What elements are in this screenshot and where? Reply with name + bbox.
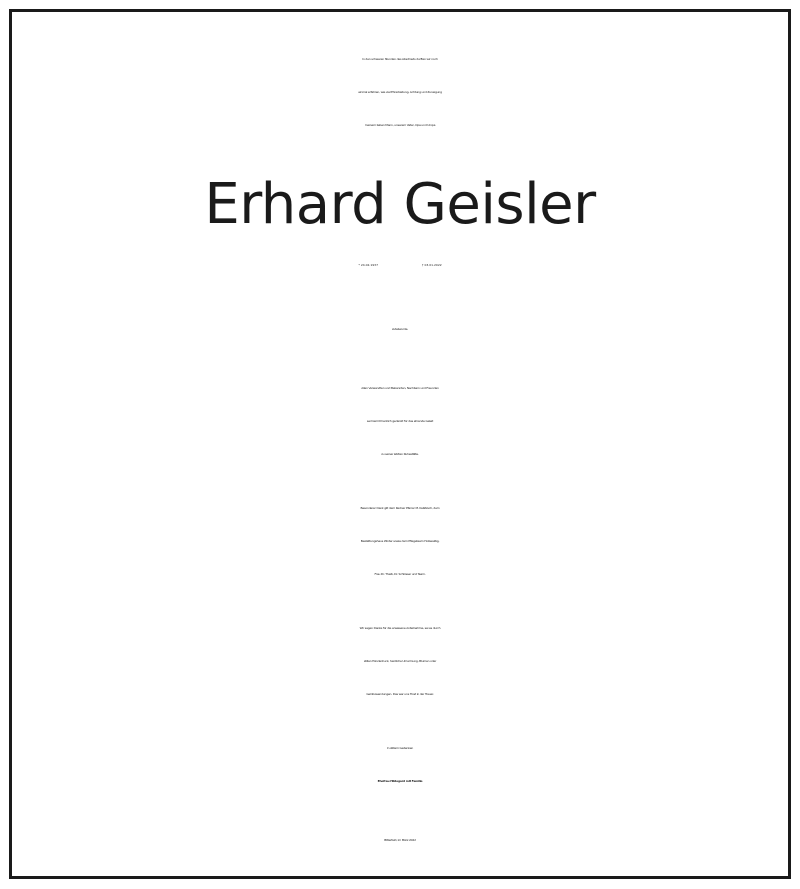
closing-phrase: In stillem Gedenken: [386, 746, 414, 750]
intro-paragraph: [0, 43, 800, 142]
place-date-line: Bitterfeld, im März 2022: [384, 838, 416, 842]
received-text: [0, 313, 800, 346]
intro-line-2: einmal erfahren, wie viel Ehrerbietung, Achtung und Zuneigung: [358, 90, 442, 94]
thanks-special-line-1: Besonderer Dank gilt dem Redner Pfarrer M. Kabitzsch, dem: [360, 506, 440, 510]
signature: Ehefrau Hildegard mit Familie: [377, 779, 423, 783]
thanks-special-line-2: Bestattungshaus Winter sowie dem Pflegeteam Holzweißig,: [360, 539, 440, 543]
thanks-sympathy-line-3: Geldzuwendungen. Das war uns Trost in der Trauer.: [366, 692, 434, 696]
thanks-sympathy-line-2: stillen Händedruck, herzliche Umarmung, Blumen oder: [363, 659, 437, 663]
thanks-relatives-paragraph: [0, 372, 800, 471]
thanks-relatives-line-2: sei hiermit herzlich gedankt für das ehrende Geleit: [366, 419, 434, 423]
thanks-special-line-3: Frau Dr. Theiß, Dr. Schlösser und Team.: [374, 572, 426, 576]
thanks-sympathy-line-1: Wir sagen Danke für die erwiesene Anteilnahme, sei es durch: [359, 626, 441, 630]
death-date: † 03.01.2022: [422, 263, 442, 267]
place-and-date: [0, 824, 800, 857]
intro-line-1: In den schweren Stunden des Abschieds durften wir noch: [362, 57, 438, 61]
deceased-name: Erhard Geisler: [204, 172, 596, 237]
closing-section: [0, 732, 800, 798]
intro-line-3: meinem lieben Mann, unserem Vater, Opa und Uropa: [364, 123, 436, 127]
received-line: zuteilwurde.: [391, 327, 408, 331]
thanks-relatives-line-3: zu seiner letzten Ruhestätte.: [381, 452, 419, 456]
thanks-sympathy-paragraph: [0, 612, 800, 711]
thanks-relatives-line-1: Allen Verwandten und Bekannten, Nachbarn und Freunden: [361, 386, 439, 390]
birth-date: * 24.02.1937: [358, 263, 378, 267]
thanks-special-paragraph: [0, 492, 800, 591]
life-dates: [0, 249, 800, 282]
